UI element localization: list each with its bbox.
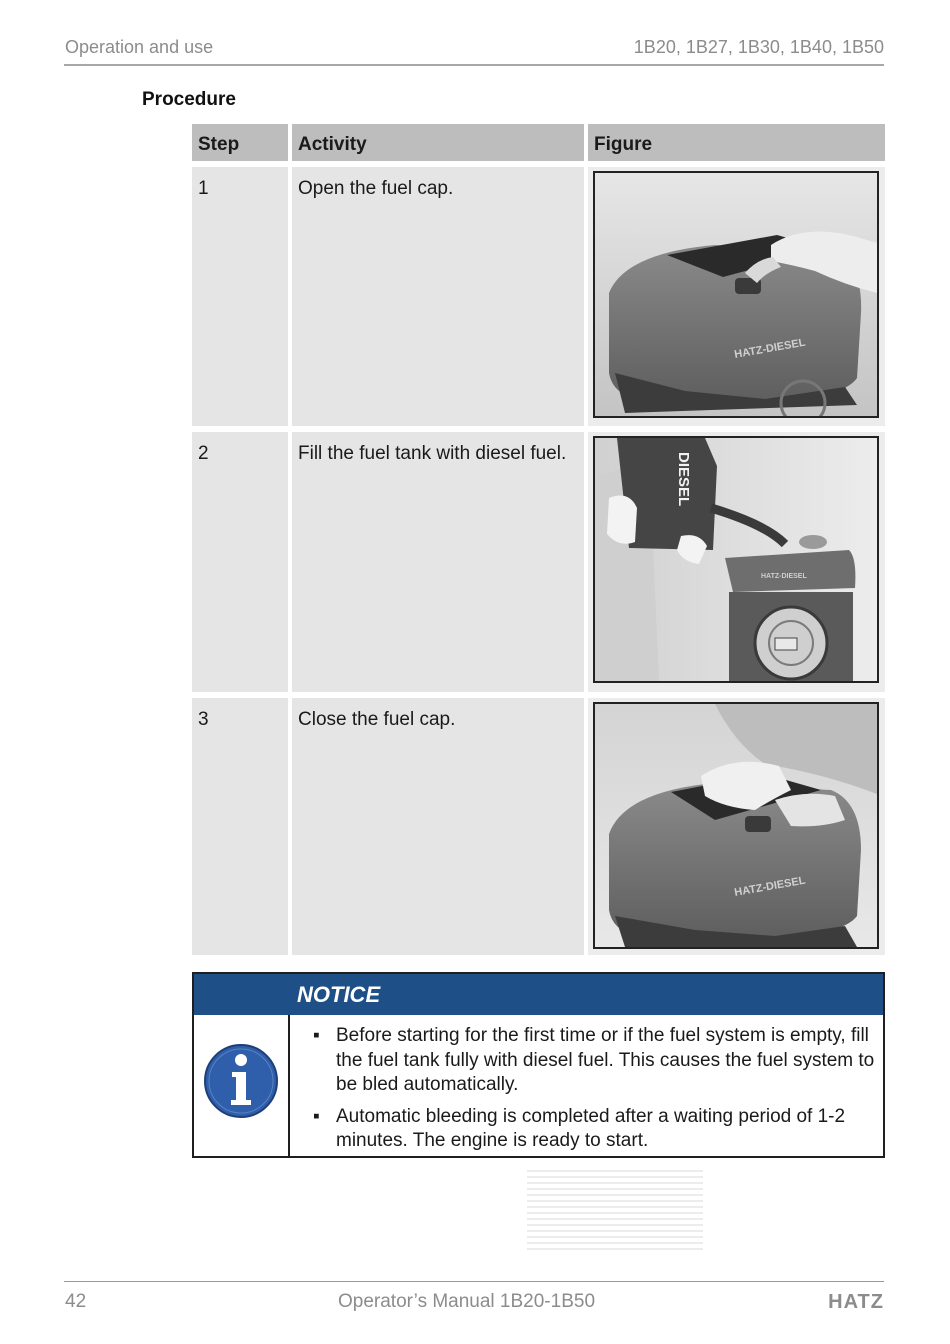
- step-activity: Open the fuel cap.: [292, 161, 588, 426]
- notice-icon-cell: [194, 1015, 290, 1156]
- step-activity: Fill the fuel tank with diesel fuel.: [292, 426, 588, 692]
- table-header-row: [192, 124, 885, 161]
- brand-label: HATZ-DIESEL: [733, 336, 807, 361]
- figure-close-fuel-cap: [593, 702, 879, 949]
- notice-item-text: Before starting for the first time or if the fuel system is empty, fill the fuel tank fully with diesel fuel. This causes the fuel system to be bled automatically.: [336, 1025, 875, 1095]
- notice-title: NOTICE: [297, 982, 381, 1007]
- figure-fill-fuel-tank: [593, 436, 879, 683]
- can-label: DIESEL: [675, 452, 692, 507]
- step-number: 2: [192, 426, 292, 692]
- manual-title: Operator’s Manual 1B20-1B50: [338, 1291, 596, 1312]
- page-header: [64, 36, 884, 66]
- brand-label: HATZ-DIESEL: [733, 874, 807, 899]
- brand-label: HATZ-DIESEL: [761, 573, 807, 580]
- page-footer: [64, 1281, 884, 1321]
- notice-item-text: Automatic bleeding is completed after a waiting period of 1-2 minutes. The engine is ready to start.: [336, 1105, 846, 1151]
- hatz-logo: HATZ: [828, 1291, 884, 1313]
- step-figure: [588, 692, 885, 955]
- column-header-activity: Activity: [292, 124, 588, 161]
- figure-open-fuel-cap: [593, 171, 879, 418]
- scan-artifact: [527, 1170, 703, 1250]
- step-number: 1: [192, 161, 292, 426]
- notice-box: [192, 972, 885, 1158]
- header-section: Operation and use: [65, 37, 214, 57]
- step-figure: [588, 161, 885, 426]
- notice-header: [194, 974, 883, 1015]
- list-item: ▪ Automatic bleeding is completed after a waiting period of 1-2 minutes. The engine is ready to start.: [313, 1105, 846, 1151]
- column-header-step: Step: [192, 124, 292, 161]
- table-row: [192, 161, 885, 426]
- step-figure: [588, 426, 885, 692]
- info-icon: [203, 1043, 279, 1119]
- step-number: 3: [192, 692, 292, 955]
- list-item: ▪ Before starting for the first time or if the fuel system is empty, fill the fuel tank fully with diesel fuel. This causes the fuel system to be bled automatically.: [313, 1025, 875, 1095]
- procedure-title: Procedure: [142, 89, 236, 110]
- column-header-figure: Figure: [588, 124, 885, 161]
- page-number: 42: [65, 1291, 87, 1312]
- table-row: [192, 692, 885, 955]
- header-models: 1B20, 1B27, 1B30, 1B40, 1B50: [633, 37, 884, 57]
- table-row: [192, 426, 885, 692]
- step-activity: Close the fuel cap.: [292, 692, 588, 955]
- procedure-table: [192, 124, 885, 955]
- notice-list: [306, 1024, 875, 1161]
